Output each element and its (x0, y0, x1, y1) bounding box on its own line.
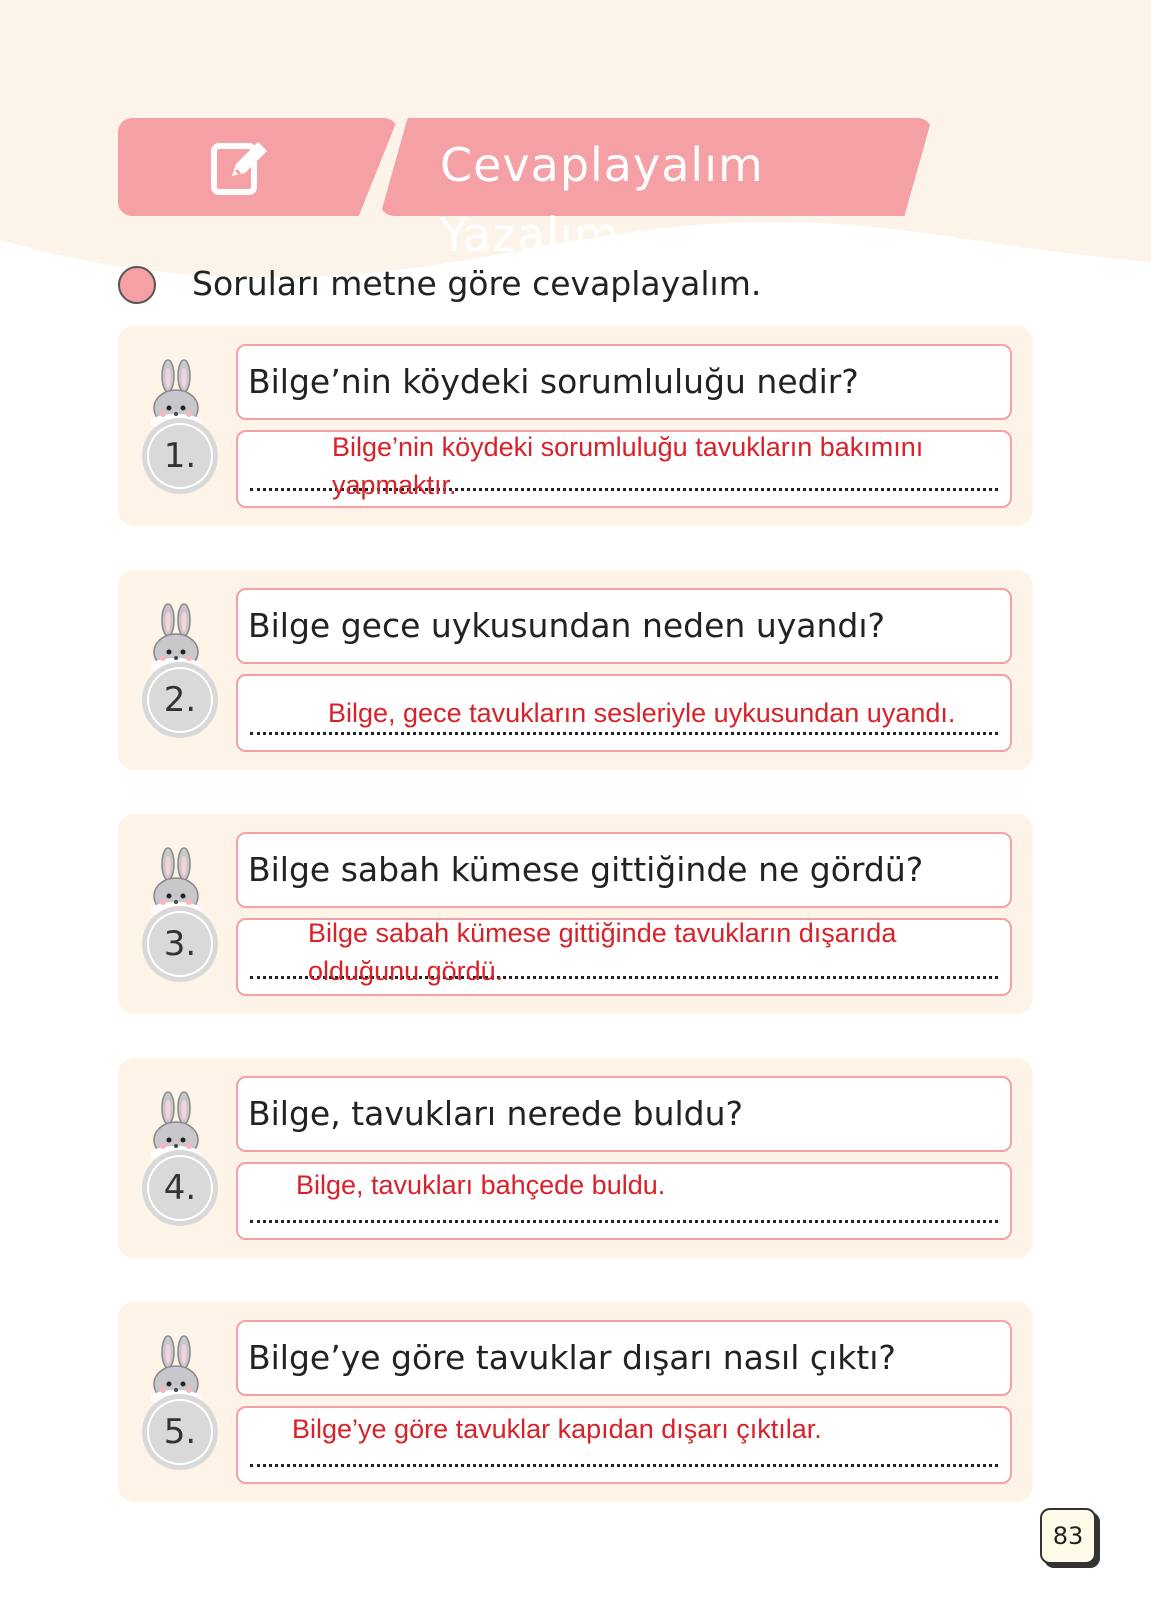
dotted-line (250, 1220, 998, 1223)
page-title: Cevaplayalım Yazalım (440, 138, 764, 262)
dotted-line (250, 1464, 998, 1467)
question-box (236, 1076, 1012, 1152)
answer-text: Bilge sabah kümese gittiğinde tavukların dışarıda (308, 918, 897, 948)
answer-text-continued: yapmaktır. (332, 470, 457, 500)
dotted-line (250, 732, 998, 735)
question-card (118, 326, 1033, 526)
question-number: 4. (142, 1150, 218, 1226)
question-card (118, 1058, 1033, 1258)
question-card (118, 570, 1033, 770)
question-number: 5. (142, 1394, 218, 1470)
question-box (236, 588, 1012, 664)
answer-text: Bilge, gece tavukların sesleriyle uykusundan uyandı. (328, 698, 956, 728)
edit-note-icon (210, 136, 272, 198)
question-card (118, 1302, 1033, 1502)
page-number: 83 (1040, 1508, 1096, 1564)
instruction-text: Soruları metne göre cevaplayalım. (192, 264, 762, 303)
answer-text: Bilge’ye göre tavuklar kapıdan dışarı çıktılar. (292, 1414, 822, 1444)
question-text: Bilge sabah kümese gittiğinde ne gördü? (248, 850, 924, 889)
question-number: 2. (142, 662, 218, 738)
instruction-bullet (118, 266, 156, 304)
answer-text-continued: olduğunu gördü. (308, 956, 504, 986)
answer-text: Bilge’nin köydeki sorumluluğu tavukların bakımını (332, 432, 924, 462)
question-number: 1. (142, 418, 218, 494)
question-text: Bilge’nin köydeki sorumluluğu nedir? (248, 362, 859, 401)
question-card (118, 814, 1033, 1014)
question-box (236, 344, 1012, 420)
question-box (236, 1320, 1012, 1396)
question-text: Bilge gece uykusundan neden uyandı? (248, 606, 886, 645)
question-text: Bilge’ye göre tavuklar dışarı nasıl çıktı? (248, 1338, 896, 1377)
question-number: 3. (142, 906, 218, 982)
answer-text: Bilge, tavukları bahçede buldu. (296, 1170, 666, 1200)
question-text: Bilge, tavukları nerede buldu? (248, 1094, 744, 1133)
question-box (236, 832, 1012, 908)
